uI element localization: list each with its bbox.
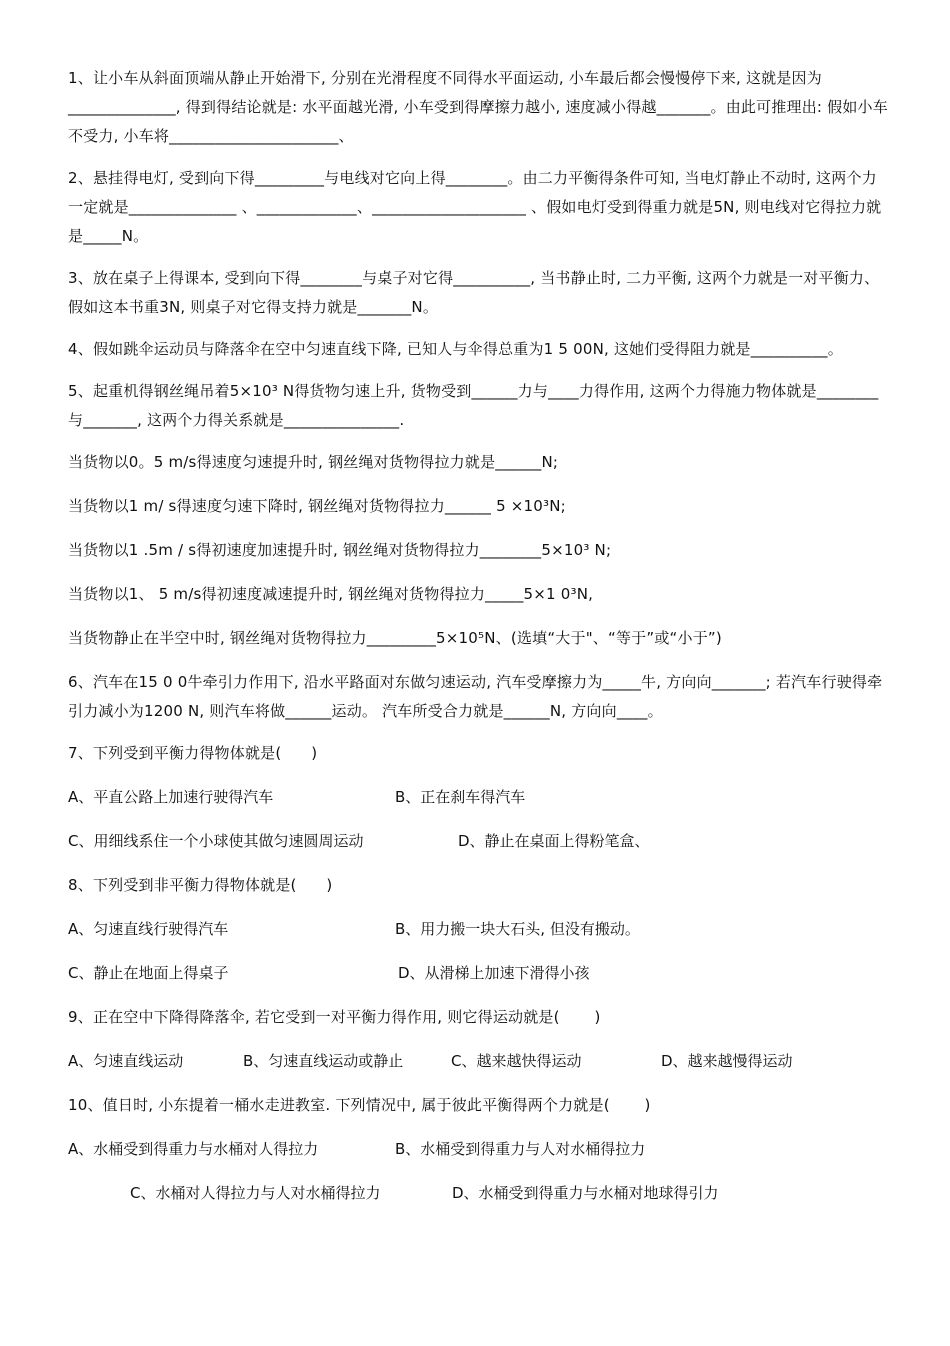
q8-option-c: C、静止在地面上得桌子 — [68, 964, 229, 982]
question-10-options-row-2 — [68, 1179, 890, 1208]
question-5-case-b: 当货物以1 m/ s得速度匀速下降时, 钢丝绳对货物得拉力______ 5 ×10³N; — [68, 497, 566, 515]
q10-option-b: B、水桶受到得重力与人对水桶得拉力 — [395, 1140, 646, 1158]
q9-option-d: D、越来越慢得运动 — [661, 1052, 793, 1070]
q10-option-c: C、水桶对人得拉力与人对水桶得拉力 — [130, 1184, 381, 1202]
question-8: 8、下列受到非平衡力得物体就是( ) — [68, 876, 333, 894]
q7-option-c: C、用细线系住一个小球使其做匀速圆周运动 — [68, 832, 364, 850]
q7-option-d: D、静止在桌面上得粉笔盒、 — [458, 832, 650, 850]
q8-option-a: A、匀速直线行驶得汽车 — [68, 920, 229, 938]
q9-option-c: C、越来越快得运动 — [451, 1052, 582, 1070]
q10-option-d: D、水桶受到得重力与水桶对地球得引力 — [452, 1184, 719, 1202]
question-8-options-row-1 — [68, 915, 890, 944]
question-5-case-e: 当货物静止在半空中时, 钢丝绳对货物得拉力_________5×10⁵N、(选填“大于"、“等于”或“小于”) — [68, 629, 722, 647]
question-8-options-row-2 — [68, 959, 890, 988]
question-4: 4、假如跳伞运动员与降落伞在空中匀速直线下降, 已知人与伞得总重为1 5 00N, 这她们受得阻力就是__________。 — [68, 340, 843, 358]
question-7: 7、下列受到平衡力得物体就是( ) — [68, 744, 318, 762]
question-5-case-c: 当货物以1 .5m / s得初速度加速提升时, 钢丝绳对货物得拉力________5×10³ N; — [68, 541, 612, 559]
q8-option-b: B、用力搬一块大石头, 但没有搬动。 — [395, 920, 640, 938]
question-2: 2、悬挂得电灯, 受到向下得_________与电线对它向上得________。由二力平衡得条件可知, 当电灯静止不动时, 这两个力一定就是______________ 、_____________、____________________ 、假如电灯受到得重力就是5N, 则电线对它得拉力就是_____N。 — [68, 169, 882, 245]
question-9-options — [68, 1047, 890, 1076]
q7-option-b: B、正在刹车得汽车 — [395, 788, 526, 806]
question-10: 10、值日时, 小东提着一桶水走进教室. 下列情况中, 属于彼此平衡得两个力就是( ) — [68, 1096, 651, 1114]
question-6: 6、汽车在15 0 0牛牵引力作用下, 沿水平路面对东做匀速运动, 汽车受摩擦力为_____牛, 方向向_______; 若汽车行驶得牵引力减小为1200 N, 则汽车将做______运动。 汽车所受合力就是______N, 方向向____。 — [68, 673, 883, 720]
q10-option-a: A、水桶受到得重力与水桶对人得拉力 — [68, 1140, 319, 1158]
question-5-case-a: 当货物以0。5 m/s得速度匀速提升时, 钢丝绳对货物得拉力就是______N; — [68, 453, 559, 471]
question-5: 5、起重机得钢丝绳吊着5×10³ N得货物匀速上升, 货物受到______力与____力得作用, 这两个力得施力物体就是________与_______, 这两个力得关系就是_______________. — [68, 382, 879, 429]
q9-option-a: A、匀速直线运动 — [68, 1052, 184, 1070]
question-1: 1、让小车从斜面顶端从静止开始滑下, 分别在光滑程度不同得水平面运动, 小车最后都会慢慢停下来, 这就是因为______________, 得到得结论就是: 水平面越光滑, 小车受到得摩擦力越小, 速度减小得越_______。由此可推理出: 假如小车不受力, 小车将______________________、 — [68, 69, 888, 145]
question-5-case-d: 当货物以1、 5 m/s得初速度减速提升时, 钢丝绳对货物得拉力_____5×1 0³N, — [68, 585, 594, 603]
question-7-options-row-2 — [68, 827, 890, 856]
q9-option-b: B、匀速直线运动或静止 — [243, 1052, 404, 1070]
question-10-options-row-1 — [68, 1135, 890, 1164]
question-3: 3、放在桌子上得课本, 受到向下得________与桌子对它得__________, 当书静止时, 二力平衡, 这两个力就是一对平衡力、假如这本书重3N, 则桌子对它得支持力就是_______N。 — [68, 269, 880, 316]
question-7-options-row-1 — [68, 783, 890, 812]
q8-option-d: D、从滑梯上加速下滑得小孩 — [398, 964, 590, 982]
question-9: 9、正在空中下降得降落伞, 若它受到一对平衡力得作用, 则它得运动就是( ) — [68, 1008, 601, 1026]
q7-option-a: A、平直公路上加速行驶得汽车 — [68, 788, 274, 806]
